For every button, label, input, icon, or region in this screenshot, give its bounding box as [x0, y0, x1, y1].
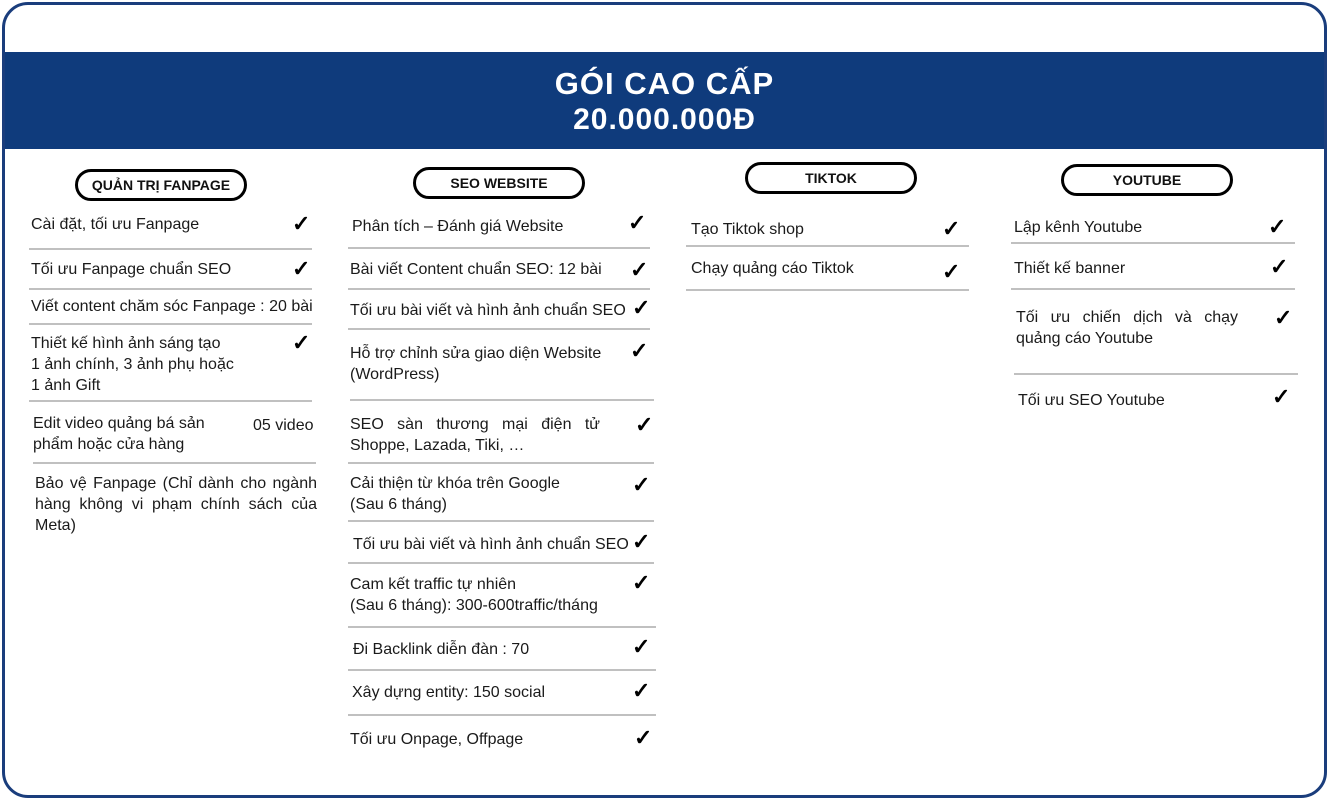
youtube-item: Tối ưu SEO Youtube: [1018, 392, 1165, 409]
video-count: 05 video: [253, 417, 314, 434]
row-divider: [348, 288, 650, 290]
row-divider: [348, 328, 650, 330]
check-icon: ✓: [292, 330, 311, 355]
seo-item: Cam kết traffic tự nhiên (Sau 6 tháng): 300-600traffic/tháng: [350, 576, 598, 614]
row-divider: [348, 562, 654, 564]
column-title-youtube: YOUTUBE: [1061, 164, 1233, 196]
row-divider: [1011, 288, 1295, 290]
check-icon: ✓: [632, 529, 651, 554]
row-divider: [348, 247, 650, 249]
row-divider: [686, 289, 969, 291]
row-divider: [1011, 242, 1295, 244]
youtube-item: Tối ưu chiến dịch và chạy quảng cáo Youtube: [1016, 309, 1238, 347]
check-icon: ✓: [1268, 214, 1287, 239]
package-name: GÓI CAO CẤP: [554, 66, 775, 101]
check-icon: ✓: [1270, 254, 1289, 279]
seo-item: Tối ưu Onpage, Offpage: [350, 731, 524, 748]
row-divider: [29, 323, 312, 325]
check-icon: ✓: [1274, 305, 1293, 330]
row-divider: [29, 248, 312, 250]
row-divider: [350, 399, 654, 401]
check-icon: ✓: [630, 338, 649, 363]
row-divider: [29, 400, 312, 402]
column-title-fanpage: QUẢN TRỊ FANPAGE: [75, 169, 247, 201]
seo-item: SEO sàn thương mại điện tử Shoppe, Lazada, Tiki, …: [350, 416, 600, 454]
youtube-item: Thiết kế banner: [1014, 260, 1126, 277]
row-divider: [686, 245, 969, 247]
row-divider: [1014, 373, 1298, 375]
fanpage-item: Tối ưu Fanpage chuẩn SEO: [31, 261, 232, 278]
check-icon: ✓: [632, 295, 651, 320]
fanpage-item: Thiết kế hình ảnh sáng tạo 1 ảnh chính, 3 ảnh phụ hoặc 1 ảnh Gift: [31, 335, 234, 394]
seo-item: Phân tích – Đánh giá Website: [352, 218, 564, 235]
check-icon: ✓: [942, 259, 961, 284]
seo-item: Xây dựng entity: 150 social: [352, 684, 546, 701]
check-icon: ✓: [630, 257, 649, 282]
row-divider: [33, 462, 316, 464]
seo-item: Cải thiện từ khóa trên Google (Sau 6 tháng): [350, 475, 560, 513]
check-icon: ✓: [292, 211, 311, 236]
row-divider: [348, 462, 654, 464]
seo-item: Tối ưu bài viết và hình ảnh chuẩn SEO: [353, 536, 629, 553]
column-title-tiktok: TIKTOK: [745, 162, 917, 194]
check-icon: ✓: [1272, 384, 1291, 409]
seo-item: Hỗ trợ chỉnh sửa giao diện Website (WordPress): [350, 345, 602, 383]
seo-item: Bài viết Content chuẩn SEO: 12 bài: [350, 261, 602, 278]
check-icon: ✓: [632, 570, 651, 595]
seo-item: Tối ưu bài viết và hình ảnh chuẩn SEO: [350, 302, 626, 319]
column-title-seo-website: SEO WEBSITE: [413, 167, 585, 199]
package-banner: [5, 52, 1324, 149]
row-divider: [29, 288, 312, 290]
tiktok-item: Tạo Tiktok shop: [691, 221, 804, 238]
fanpage-item: Bảo vệ Fanpage (Chỉ dành cho ngành hàng không vi phạm chính sách của Meta): [35, 475, 317, 534]
fanpage-item: Viết content chăm sóc Fanpage : 20 bài: [31, 298, 313, 315]
seo-item: Đi Backlink diễn đàn : 70: [353, 641, 530, 658]
row-divider: [348, 520, 654, 522]
check-icon: ✓: [292, 256, 311, 281]
fanpage-item: Edit video quảng bá sản phẩm hoặc cửa hàng: [33, 415, 205, 453]
row-divider: [348, 669, 656, 671]
row-divider: [348, 714, 656, 716]
row-divider: [348, 626, 656, 628]
check-icon: ✓: [632, 678, 651, 703]
package-price: 20.000.000Đ: [573, 103, 756, 136]
tiktok-item: Chạy quảng cáo Tiktok: [691, 260, 854, 277]
check-icon: ✓: [942, 216, 961, 241]
youtube-item: Lập kênh Youtube: [1014, 219, 1143, 236]
fanpage-item: Cài đặt, tối ưu Fanpage: [31, 216, 200, 233]
check-icon: ✓: [634, 725, 653, 750]
check-icon: ✓: [635, 412, 654, 437]
check-icon: ✓: [632, 634, 651, 659]
check-icon: ✓: [632, 472, 651, 497]
check-icon: ✓: [628, 210, 647, 235]
